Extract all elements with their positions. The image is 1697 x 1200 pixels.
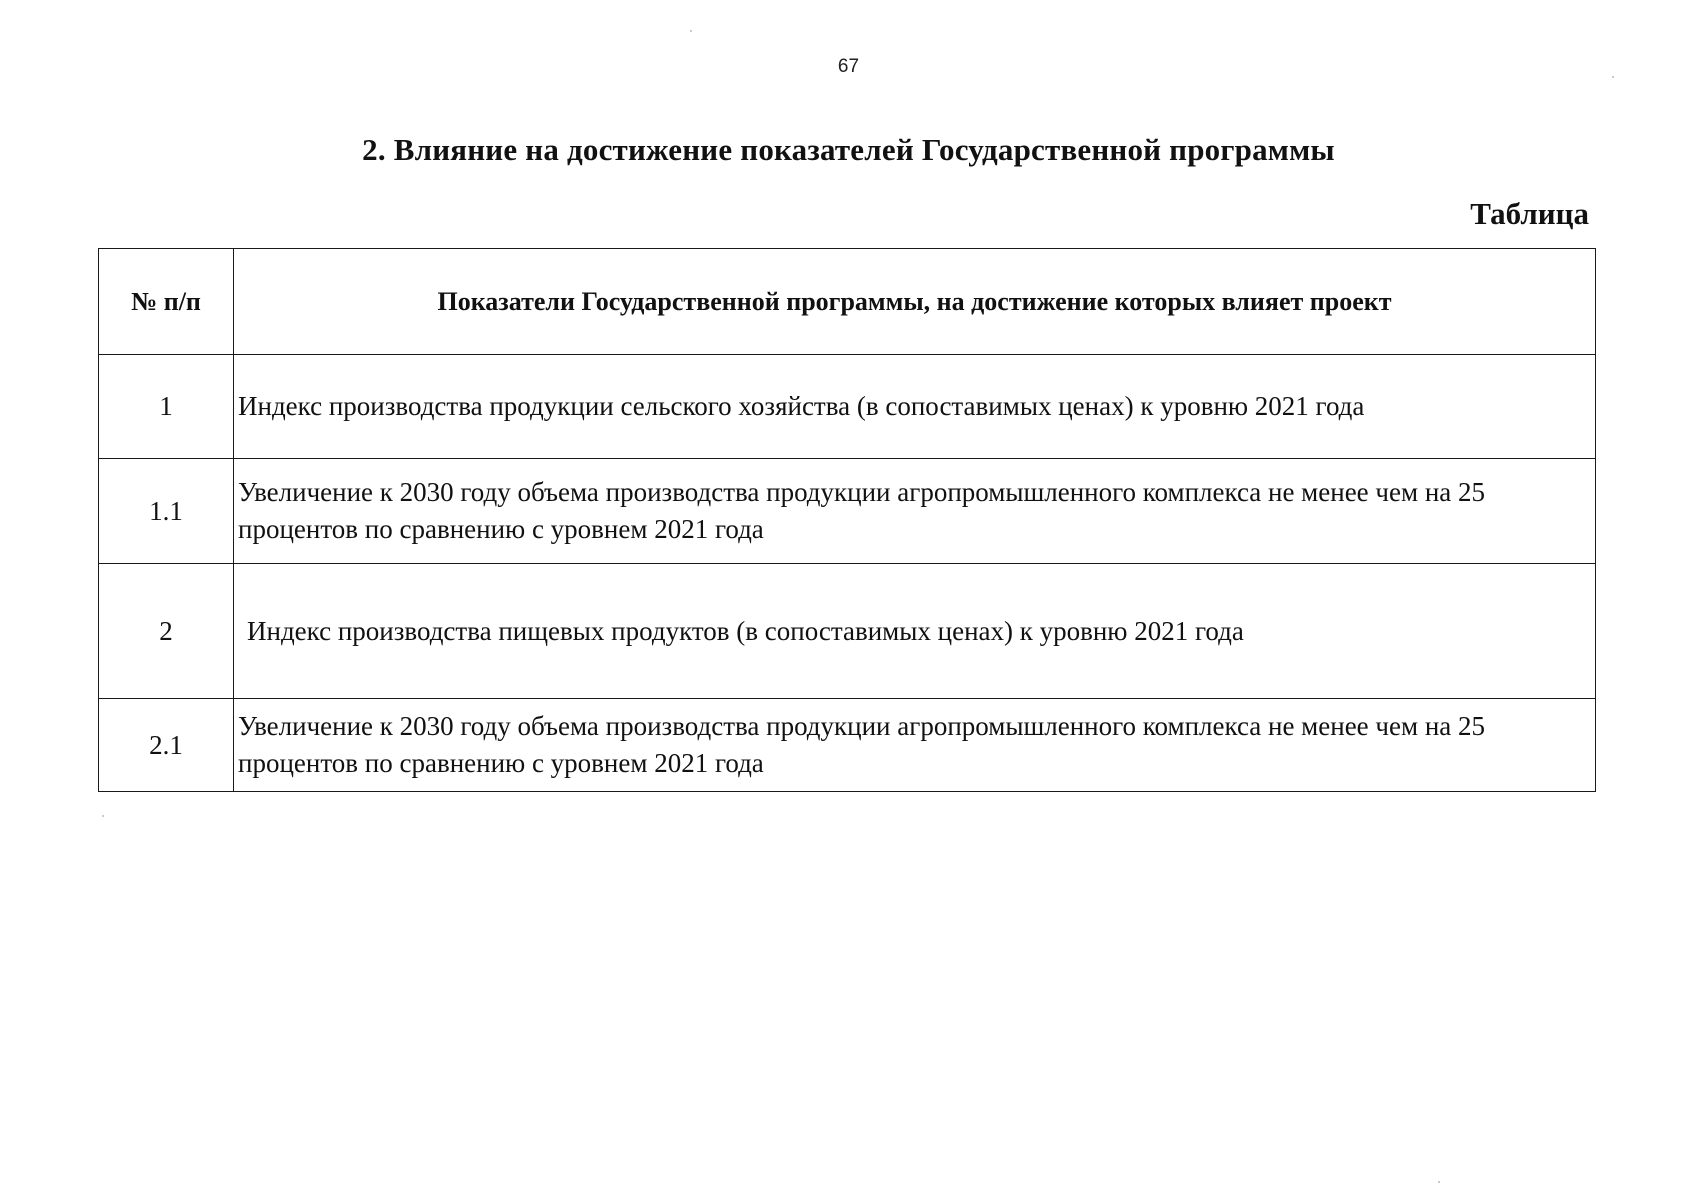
page-number: 67 [837,56,860,77]
scan-speck [1438,1181,1440,1183]
scan-speck [102,815,104,817]
row-number: 1.1 [99,459,234,564]
row-indicator-text: Увеличение к 2030 году объема производства продукции агропромышленного комплекса не менее чем на 25 процентов по сравнению с уровнем 2021 года [234,459,1596,564]
table-caption: Таблица [1470,196,1589,231]
table-row [99,459,1596,564]
header-indicator: Показатели Государственной программы, на достижение которых влияет проект [234,249,1596,355]
row-indicator-text: Индекс производства пищевых продуктов (в сопоставимых ценах) к уровню 2021 года [234,564,1596,699]
row-number: 2.1 [99,699,234,792]
table-row [99,699,1596,792]
table-header-row [99,249,1596,355]
table-row [99,564,1596,699]
scan-speck [690,30,692,32]
row-number: 1 [99,355,234,459]
header-number: № п/п [99,249,234,355]
row-indicator-text: Индекс производства продукции сельского хозяйства (в сопоставимых ценах) к уровню 2021 года [234,355,1596,459]
section-title: 2. Влияние на достижение показателей Государственной программы [362,132,1335,167]
row-number: 2 [99,564,234,699]
scan-speck [1612,76,1614,78]
table-row [99,355,1596,459]
row-indicator-text: Увеличение к 2030 году объема производства продукции агропромышленного комплекса не менее чем на 25 процентов по сравнению с уровнем 2021 года [234,699,1596,792]
indicators-table [98,248,1596,792]
